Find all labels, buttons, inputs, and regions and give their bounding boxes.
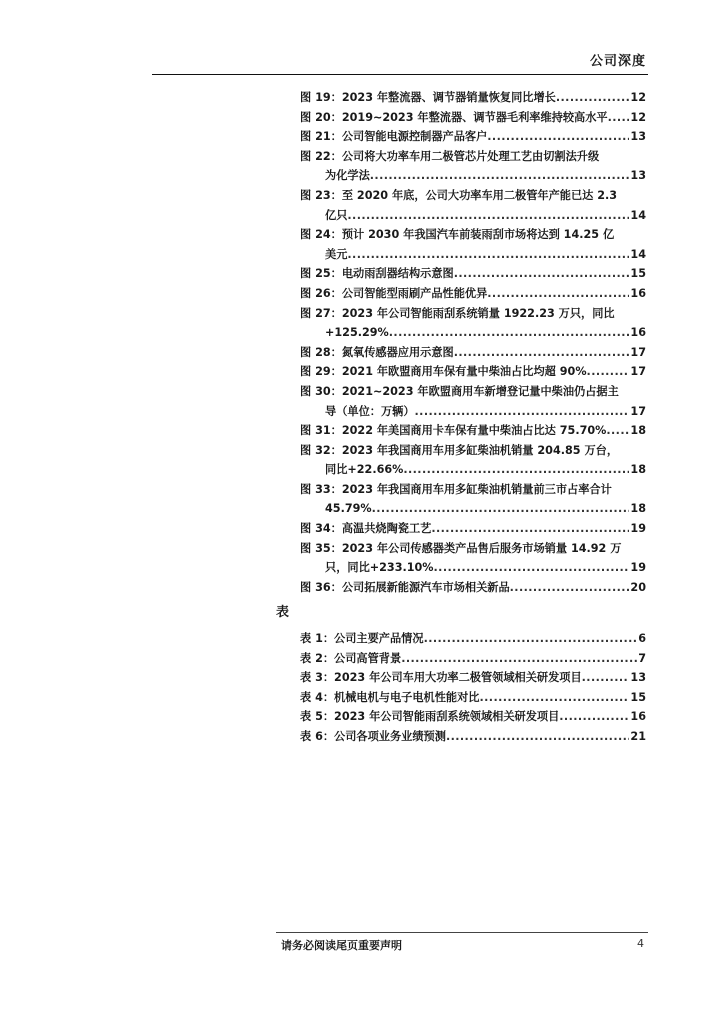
toc-entry-label: 表 2：公司高管背景	[300, 651, 402, 665]
toc-entry-label: 图 33：2023 年我国商用车用多缸柴油机销量前三市占率合计	[300, 482, 612, 496]
dot-leader	[401, 649, 637, 669]
toc-page-number: 18	[630, 502, 646, 516]
toc-entry-label-cont: 同比+22.66%	[325, 463, 404, 477]
toc-page-number: 19	[630, 561, 646, 575]
toc-entry[interactable]	[300, 668, 646, 688]
toc-entry-continuation	[300, 558, 646, 578]
toc-page-number: 14	[630, 247, 646, 261]
dot-leader	[431, 519, 629, 539]
dot-leader	[389, 323, 630, 343]
toc-entry-label: 表 5：2023 年公司智能雨刮系统领域相关研发项目	[300, 710, 560, 724]
header-divider	[152, 74, 648, 75]
dot-leader	[606, 421, 629, 441]
toc-entry[interactable]	[300, 629, 646, 649]
toc-page-number: 18	[630, 424, 646, 438]
dot-leader	[487, 284, 629, 304]
dot-leader	[608, 108, 630, 128]
toc-entry[interactable]	[300, 707, 646, 727]
toc-entry[interactable]	[300, 147, 646, 186]
dot-leader	[556, 88, 630, 108]
toc-page-number: 17	[630, 365, 646, 379]
toc-entry[interactable]	[300, 108, 646, 128]
toc-entry[interactable]	[300, 578, 646, 598]
toc-page-number: 13	[630, 130, 646, 144]
dot-leader	[454, 343, 630, 363]
toc-entry[interactable]	[300, 88, 646, 108]
toc-page-number: 21	[630, 729, 646, 743]
toc-entry[interactable]	[300, 284, 646, 304]
toc-entry-label-cont: +125.29%	[325, 326, 389, 340]
toc-entry-label-cont: 导（单位：万辆）	[325, 404, 415, 418]
toc-entry[interactable]	[300, 519, 646, 539]
toc-entry-label: 图 26：公司智能型雨刷产品性能优异	[300, 286, 488, 300]
toc-entry-label: 图 31：2022 年美国商用卡车保有量中柴油占比达 75.70%	[300, 424, 607, 438]
toc-page-number: 12	[630, 110, 646, 124]
toc-entry-label: 图 25：电动雨刮器结构示意图	[300, 267, 454, 281]
toc-entry-label-cont: 美元	[325, 247, 348, 261]
dot-leader	[446, 727, 629, 747]
toc-entry-label: 图 34：高温共烧陶瓷工艺	[300, 522, 432, 536]
toc-page-number: 6	[638, 632, 646, 645]
toc-entry[interactable]	[300, 362, 646, 382]
toc-entry-continuation	[300, 499, 646, 519]
toc-entry-continuation	[300, 323, 646, 343]
toc-entry-label: 图 30：2021~2023 年欧盟商用车新增登记量中柴油仍占据主	[300, 384, 619, 398]
toc-page-number: 16	[630, 286, 646, 300]
toc-entry-continuation	[300, 460, 646, 480]
toc-entry[interactable]	[300, 186, 646, 225]
dot-leader	[454, 264, 630, 284]
toc-entry[interactable]	[300, 127, 646, 147]
dot-leader	[559, 707, 629, 727]
toc-entry-label: 图 21：公司智能电源控制器产品客户	[300, 130, 488, 144]
dot-leader	[582, 668, 630, 688]
footer-disclaimer: 请务必阅读尾页重要声明	[281, 939, 402, 952]
toc-entry[interactable]	[300, 480, 646, 519]
toc-entry[interactable]	[300, 382, 646, 421]
dot-leader	[347, 206, 629, 226]
footer-divider	[276, 932, 648, 933]
dot-leader	[415, 402, 630, 422]
toc-page-number: 19	[630, 522, 646, 536]
toc-entry-label: 图 35：2023 年公司传感器类产品售后服务市场销量 14.92 万	[300, 541, 622, 555]
toc-entry-label: 图 29：2021 年欧盟商用车保有量中柴油占比均超 90%	[300, 365, 587, 379]
toc-page-number: 13	[630, 169, 646, 183]
toc-page-number: 16	[630, 710, 646, 724]
dot-leader	[487, 127, 629, 147]
dot-leader	[424, 629, 638, 649]
dot-leader	[434, 558, 630, 578]
toc-entry-label: 图 28：氮氧传感器应用示意图	[300, 345, 454, 359]
dot-leader	[510, 578, 630, 598]
toc-entry[interactable]	[300, 688, 646, 708]
toc-entry[interactable]	[300, 304, 646, 343]
report-type-title: 公司深度	[589, 54, 646, 69]
toc-entry-label: 图 23：至 2020 年底，公司大功率车用二极管年产能已达 2.3	[300, 188, 618, 202]
toc-page-number: 17	[630, 345, 646, 359]
toc-entry-label: 图 19：2023 年整流器、调节器销量恢复同比增长	[300, 91, 556, 104]
toc-entry-label: 表 4：机械电机与电子电机性能对比	[300, 690, 480, 704]
toc-page-number: 18	[630, 463, 646, 477]
dot-leader	[480, 688, 630, 708]
toc-entry[interactable]	[300, 225, 646, 264]
toc-entry-continuation	[300, 166, 646, 186]
toc-entry-label: 图 24：预计 2030 年我国汽车前装雨刮市场将达到 14.25 亿	[300, 228, 615, 242]
page-number: 4	[637, 937, 644, 950]
toc-page-number: 16	[630, 326, 646, 340]
toc-page-number: 13	[630, 671, 646, 685]
toc-entry[interactable]	[300, 649, 646, 669]
toc-page-number: 20	[630, 580, 646, 594]
toc-entry-continuation	[300, 245, 646, 265]
toc-entry-label: 图 32：2023 年我国商用车用多缸柴油机销量 204.85 万台，	[300, 443, 619, 457]
table-index-list	[300, 629, 646, 747]
toc-entry-label: 图 20：2019~2023 年整流器、调节器毛利率维持较高水平	[300, 110, 608, 124]
toc-entry-label: 表 3：2023 年公司车用大功率二极管领域相关研发项目	[300, 671, 582, 685]
dot-leader	[403, 460, 629, 480]
toc-entry-label-cont: 为化学法	[325, 169, 370, 183]
toc-entry[interactable]	[300, 441, 646, 480]
toc-entry-label: 图 22：公司将大功率车用二极管芯片处理工艺由切割法升级	[300, 149, 600, 163]
toc-entry[interactable]	[300, 727, 646, 747]
toc-page-number: 17	[630, 404, 646, 418]
dot-leader	[587, 362, 630, 382]
toc-entry-label: 表 6：公司各项业务业绩预测	[300, 729, 446, 743]
toc-page-number: 15	[630, 690, 646, 704]
toc-page-number: 14	[630, 208, 646, 222]
dot-leader	[347, 245, 629, 265]
tables-section-title: 表	[276, 605, 290, 620]
figure-index-list	[300, 88, 646, 597]
toc-entry-label-cont: 亿只	[325, 208, 348, 222]
toc-entry-continuation	[300, 402, 646, 422]
toc-entry-label: 图 36：公司拓展新能源汽车市场相关新品	[300, 580, 510, 594]
toc-entry-continuation	[300, 206, 646, 226]
toc-entry-label-cont: 45.79%	[325, 502, 372, 516]
toc-page-number: 12	[630, 91, 646, 104]
toc-entry[interactable]	[300, 539, 646, 578]
toc-page-number: 15	[630, 267, 646, 281]
toc-entry[interactable]	[300, 264, 646, 284]
toc-entry[interactable]	[300, 421, 646, 441]
toc-entry-label-cont: 只，同比+233.10%	[325, 561, 434, 575]
dot-leader	[370, 166, 630, 186]
toc-entry[interactable]	[300, 343, 646, 363]
toc-page-number: 7	[638, 651, 646, 665]
toc-entry-label: 图 27：2023 年公司智能雨刮系统销量 1922.23 万只，同比	[300, 306, 615, 320]
toc-entry-label: 表 1：公司主要产品情况	[300, 632, 424, 645]
dot-leader	[372, 499, 630, 519]
